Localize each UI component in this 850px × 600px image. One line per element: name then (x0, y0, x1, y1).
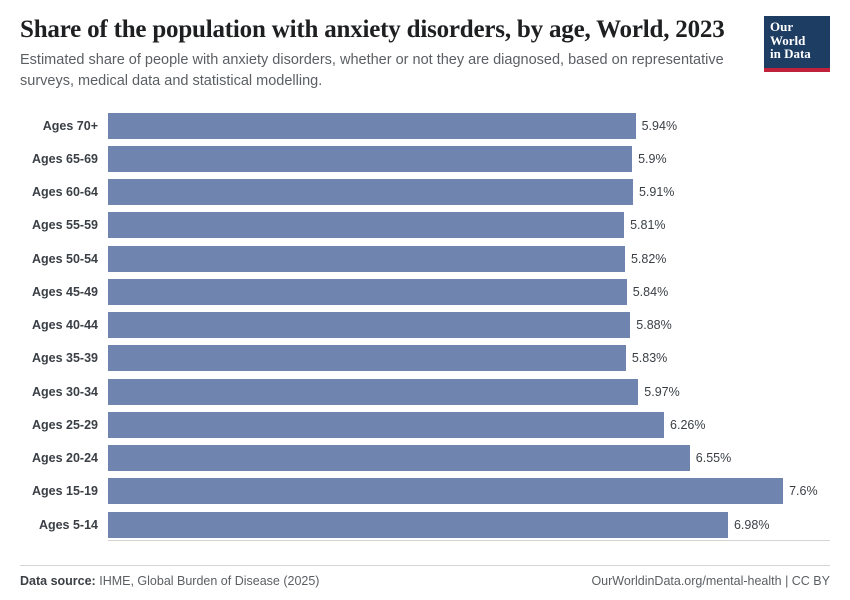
bar-track (108, 142, 830, 175)
bar-category-label: Ages 15-19 (31, 484, 98, 499)
bar-value-label: 5.82% (630, 251, 667, 266)
bar-track (108, 109, 830, 142)
bar[interactable] (108, 512, 728, 538)
bar-row[interactable] (20, 475, 830, 508)
bar-category-label: Ages 65-69 (31, 152, 98, 166)
bar-category-label: Ages 45-49 (31, 284, 98, 299)
bar-row[interactable] (20, 109, 830, 142)
bar-track (108, 408, 830, 441)
data-source (20, 574, 319, 588)
bar[interactable] (108, 246, 625, 272)
bar-value-label: 5.83% (631, 351, 668, 366)
bar-value-label: 6.98% (733, 517, 770, 532)
bar-track (108, 176, 830, 209)
chart-subtitle: Estimated share of people with anxiety disorders, whether or not they are diagnosed, based on representative surveys, medical data and statistical modelling. (20, 52, 724, 89)
axis-baseline (108, 540, 830, 541)
bar-value-label: 5.94% (641, 118, 678, 133)
owid-logo-line2: in Data (770, 46, 811, 62)
bar-category-label: Ages 50-54 (31, 251, 98, 266)
bar[interactable] (108, 445, 690, 471)
bar[interactable] (108, 478, 783, 504)
owid-logo-line1: Our World (770, 19, 806, 48)
bar-track (108, 442, 830, 475)
bar-row[interactable] (20, 442, 830, 475)
bar-value-label: 5.88% (636, 318, 672, 333)
bar-value-label: 5.97% (644, 384, 680, 399)
bar[interactable] (108, 312, 630, 338)
bar[interactable] (108, 146, 632, 172)
bar-category-label: Ages 70+ (42, 118, 98, 133)
bar-category-label: Ages 40-44 (31, 318, 98, 333)
bar[interactable] (108, 113, 636, 139)
bar[interactable] (108, 179, 633, 205)
bar-row[interactable] (20, 508, 830, 541)
bar-track (108, 342, 830, 375)
page-title: Share of the population with anxiety disorders, by age, World, 2023 (20, 16, 725, 43)
attribution: OurWorldinData.org/mental-health | CC BY (591, 574, 830, 588)
bar[interactable] (108, 345, 626, 371)
bar[interactable] (108, 412, 664, 438)
bar-track (108, 275, 830, 308)
bar[interactable] (108, 379, 638, 405)
bar-category-label: Ages 35-39 (31, 351, 98, 366)
bar-value-label: 6.55% (695, 451, 732, 466)
bar-row[interactable] (20, 142, 830, 175)
bar-value-label: 5.81% (630, 218, 666, 233)
bar-row[interactable] (20, 242, 830, 275)
bar-value-label: 6.26% (670, 417, 706, 432)
bar-track (108, 242, 830, 275)
bar[interactable] (108, 212, 624, 238)
bar-category-label: Ages 60-64 (31, 185, 98, 200)
bar-track (108, 508, 830, 541)
bar-chart (20, 109, 830, 541)
chart-footer (20, 565, 830, 588)
bar-value-label: 7.6% (789, 484, 818, 499)
bar-row[interactable] (20, 342, 830, 375)
data-source-text: IHME, Global Burden of Disease (2025) (99, 574, 320, 588)
data-source-label: Data source: (20, 574, 96, 588)
owid-logo[interactable] (764, 16, 830, 72)
bar-category-label: Ages 30-34 (31, 384, 98, 399)
bar-row[interactable] (20, 275, 830, 308)
bar-row[interactable] (20, 309, 830, 342)
bar-row[interactable] (20, 375, 830, 408)
bar-row[interactable] (20, 408, 830, 441)
bar-track (108, 309, 830, 342)
bar-track (108, 375, 830, 408)
bar-category-label: Ages 25-29 (31, 417, 98, 432)
bar-value-label: 5.91% (638, 185, 675, 200)
chart-header (20, 16, 830, 91)
bar-value-label: 5.84% (632, 284, 669, 299)
bar-row[interactable] (20, 209, 830, 242)
bar[interactable] (108, 279, 627, 305)
bar-category-label: Ages 55-59 (31, 218, 98, 233)
bar-value-label: 5.9% (638, 152, 667, 166)
bar-category-label: Ages 5-14 (38, 517, 98, 532)
bar-row[interactable] (20, 176, 830, 209)
bar-rows (20, 109, 830, 541)
bar-track (108, 475, 830, 508)
bar-category-label: Ages 20-24 (31, 451, 98, 466)
bar-track (108, 209, 830, 242)
